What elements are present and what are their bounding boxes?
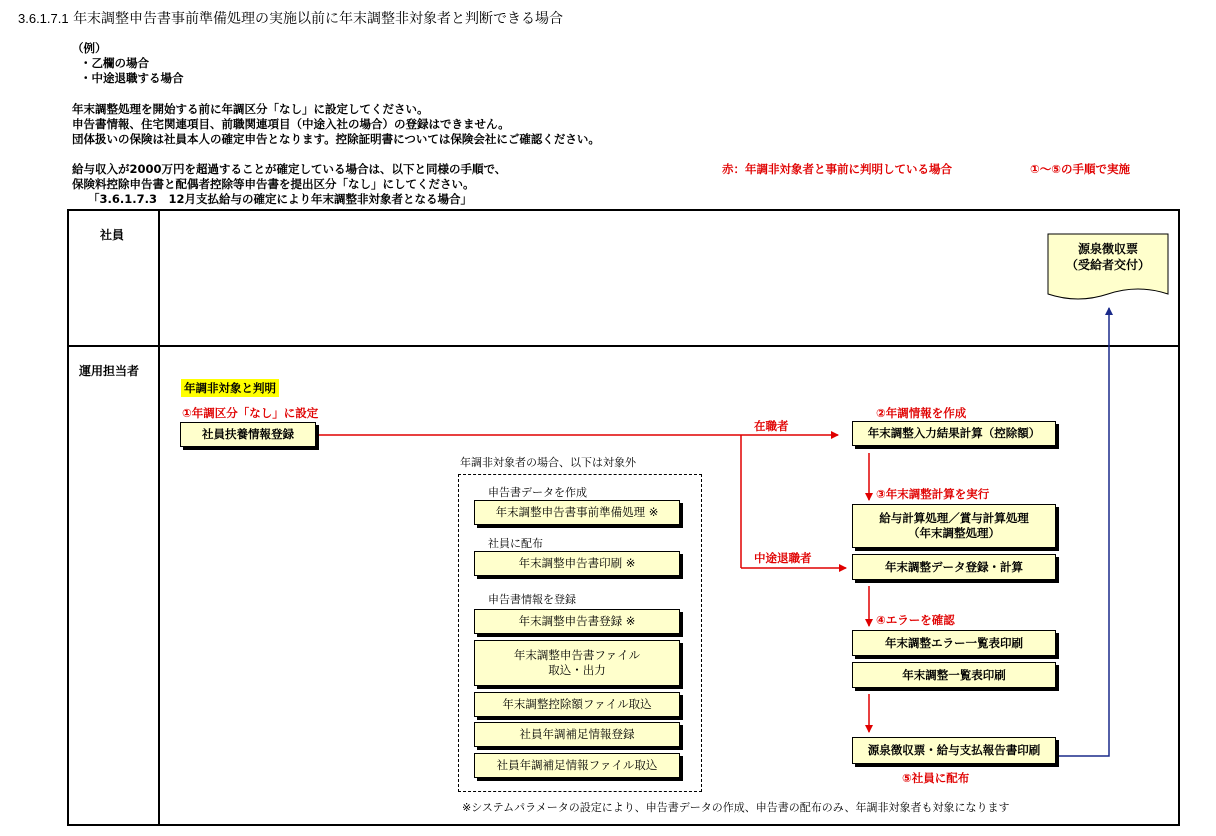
lane-label-employee: 社員 <box>100 228 125 242</box>
box-form-registration: 年末調整申告書登録 ※ <box>474 609 680 634</box>
box-payroll <box>852 504 1056 548</box>
document-line-1: 源泉徴収票 <box>1077 242 1138 256</box>
box-prep-process: 年末調整申告書事前準備処理 ※ <box>474 500 680 525</box>
excluded-footnote: ※システムパラメータの設定により、申告書データの作成、申告書の配布のみ、年調非対象者も対象になります <box>462 801 1010 814</box>
step1-label: ①年調区分「なし」に設定 <box>182 406 319 420</box>
label-retired-employee: 中途退職者 <box>754 551 812 565</box>
arrow-to-document <box>1058 308 1109 756</box>
box-supplement-file-import: 社員年調補足情報ファイル取込 <box>474 753 680 778</box>
box-form-file-line-1: 年末調整申告書ファイル <box>513 648 641 662</box>
legend-red: 赤：年調非対象者と事前に判明している場合 <box>722 162 952 176</box>
note-line-1: 年末調整処理を開始する前に年調区分「なし」に設定してください。 <box>72 102 429 116</box>
note-line-4: 給与収入が2000万円を超過することが確定している場合は、以下と同様の手順で、 <box>72 162 507 176</box>
box-payroll-line-1: 給与計算処理／賞与計算処理 <box>879 511 1029 525</box>
box-summary-list: 年末調整一覧表印刷 <box>852 662 1056 688</box>
legend-steps: ①～⑤の手順で実施 <box>1030 162 1130 176</box>
step2-label: ②年調情報を作成 <box>876 406 967 420</box>
group2-label: 社員に配布 <box>488 537 543 550</box>
step4-label: ④エラーを確認 <box>876 613 955 627</box>
excluded-heading: 年調非対象者の場合、以下は対象外 <box>460 456 636 469</box>
highlight-label: 年調非対象と判明 <box>181 379 279 397</box>
step3-label: ③年末調整計算を実行 <box>876 487 990 501</box>
box-form-file-io <box>474 640 680 686</box>
box-form-print: 年末調整申告書印刷 ※ <box>474 551 680 576</box>
note-line-5: 保険料控除申告書と配偶者控除等申告書を提出区分「なし」にしてください。 <box>72 177 475 191</box>
note-reference: 「3.6.1.7.3 12月支払給与の確定により年末調整非対象者となる場合」 <box>88 192 472 206</box>
group3-label: 申告書情報を登録 <box>488 593 576 606</box>
label-active-employee: 在職者 <box>754 419 789 433</box>
note-line-3: 団体扱いの保険は社員本人の確定申告となります。控除証明書については保険会社にご確認ください。 <box>72 132 600 146</box>
note-line-2: 申告書情報、住宅関連項目、前職関連項目（中途入社の場合）の登録はできません。 <box>72 117 510 131</box>
box-employee-dependents: 社員扶養情報登録 <box>180 422 316 447</box>
group1-label: 申告書データを作成 <box>488 486 587 499</box>
section-number: 3.6.1.7.1 <box>18 11 69 26</box>
document-line-2: （受給者交付） <box>1065 258 1150 272</box>
lane-label-operator: 運用担当者 <box>79 364 140 378</box>
box-form-file-line-2: 取込・出力 <box>548 663 606 677</box>
section-title: 年末調整申告書事前準備処理の実施以前に年末調整非対象者と判断できる場合 <box>73 11 564 27</box>
document-withholding-slip <box>1048 241 1168 273</box>
box-calc-input: 年末調整入力結果計算（控除額） <box>852 421 1056 446</box>
example-item-2: ・中途退職する場合 <box>80 71 184 85</box>
box-payroll-line-2: （年末調整処理） <box>908 526 1000 540</box>
box-withholding-print: 源泉徴収票・給与支払報告書印刷 <box>852 737 1056 764</box>
box-data-registration: 年末調整データ登録・計算 <box>852 554 1056 580</box>
step5-label: ⑤社員に配布 <box>902 771 970 785</box>
box-supplement-registration: 社員年調補足情報登録 <box>474 722 680 747</box>
box-deduction-file-import: 年末調整控除額ファイル取込 <box>474 692 680 717</box>
example-heading: （例） <box>72 41 107 55</box>
example-item-1: ・乙欄の場合 <box>80 56 149 70</box>
box-error-list: 年末調整エラー一覧表印刷 <box>852 630 1056 656</box>
